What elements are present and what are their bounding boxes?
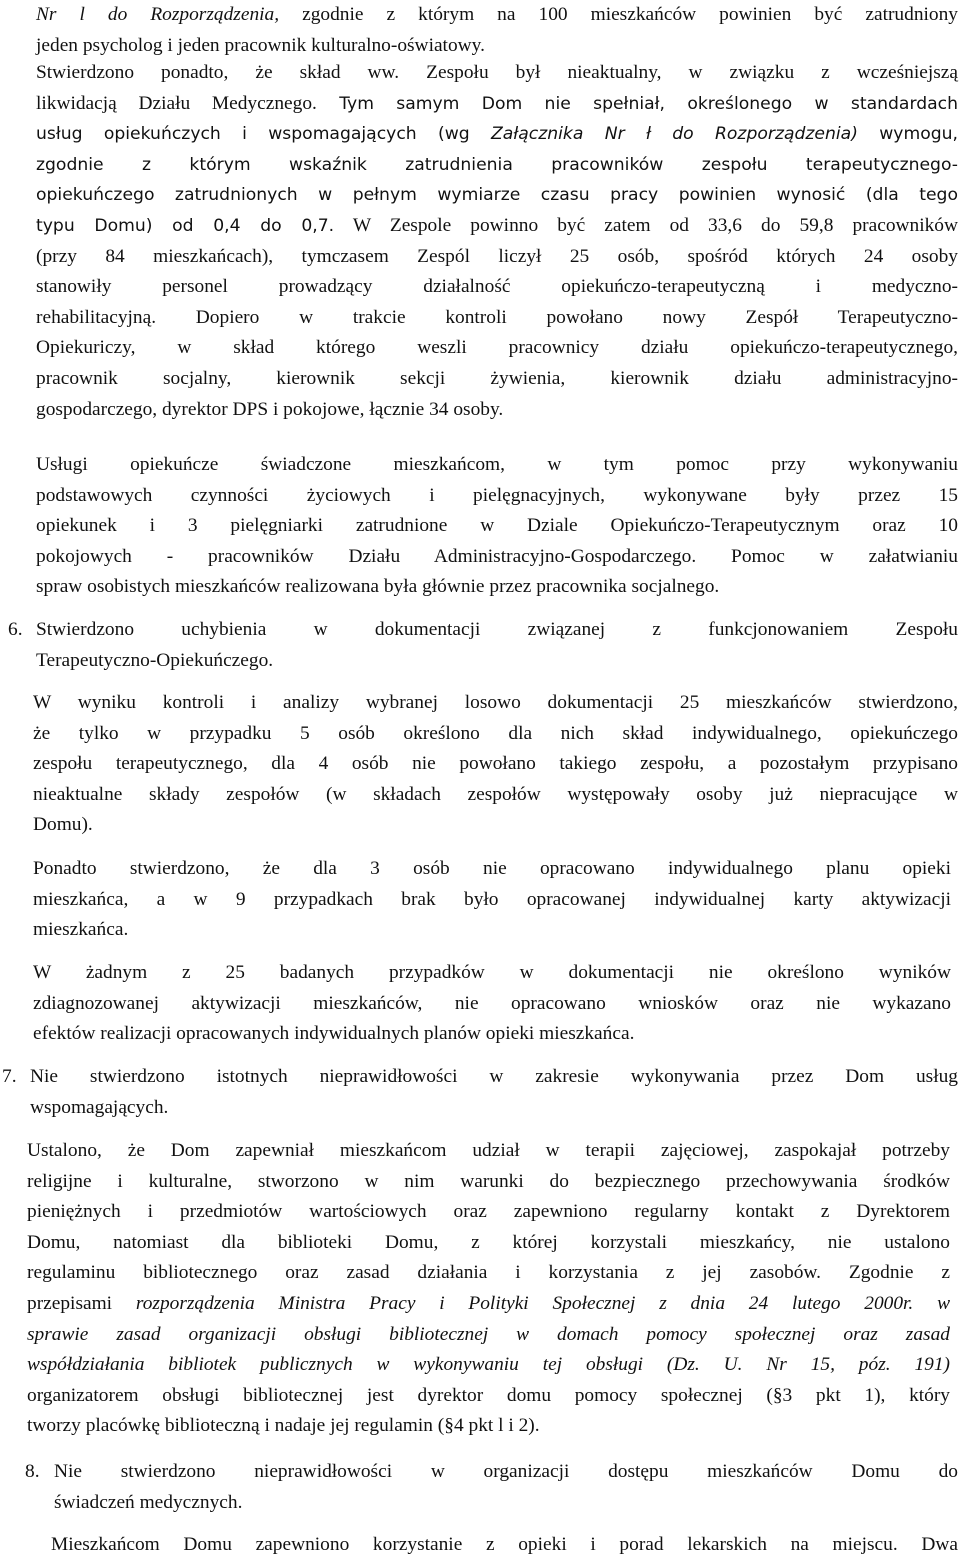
paragraph-care-plans bbox=[33, 854, 951, 946]
text-line-part: przepisami bbox=[27, 1292, 136, 1314]
text-line-part: zgodnie z którym na 100 mieszkańców powinien być zatrudniony bbox=[279, 4, 958, 25]
paragraph-library bbox=[27, 1136, 950, 1442]
text-line: podstawowych czynności życiowych i pielęgnacyjnych, wykonywane były przez 15 bbox=[36, 484, 958, 506]
text-line: świadczeń medycznych. bbox=[54, 1491, 243, 1513]
text-line: Ponadto stwierdzono, że dla 3 osób nie opracowano indywidualnego planu opieki bbox=[33, 858, 951, 879]
paragraph-activation-results bbox=[33, 958, 951, 1050]
text-line: efektów realizacji opracowanych indywidualnych planów opieki mieszkańca. bbox=[33, 1023, 635, 1045]
text-line-part: wymogu, bbox=[857, 124, 958, 145]
text-line: zespołu terapeutycznego, dla 4 osób nie powołano takiego zespołu, a pozostałym przypisano bbox=[33, 753, 958, 775]
text-line: nieaktualne składy zespołów (w składach zespołów występowały osoby już niepracujące w bbox=[33, 783, 958, 805]
text-line-italic: Załącznika Nr ł do Rozporządzenia) bbox=[491, 124, 858, 145]
text-line: mieszkańca, a w 9 przypadkach brak było opracowanej indywidualnej karty aktywizacji bbox=[33, 888, 951, 910]
text-line: opiekunek i 3 pielęgniarki zatrudnione w Dziale Opiekuńczo-Terapeutycznym oraz 10 bbox=[36, 515, 958, 537]
text-line: zdiagnozowanej aktywizacji mieszkańców, nie opracowano wniosków oraz nie wykazano bbox=[33, 992, 951, 1014]
text-line: Mieszkańcom Domu zapewniono korzystanie z opieki i porad lekarskich na miejscu. Dwa bbox=[51, 1534, 958, 1555]
text-line: organizatorem obsługi bibliotecznej jest dyrektor domu pomocy społecznej (§3 pkt 1), który bbox=[27, 1384, 950, 1406]
text-line: regulaminu bibliotecznego oraz zasad działania i korzystania z jej zasobów. Zgodnie z bbox=[27, 1262, 950, 1284]
paragraph-care-services bbox=[36, 450, 958, 603]
text-line-part: usług opiekuńczych i wspomagających (wg bbox=[36, 124, 491, 145]
text-line: gospodarczego, dyrektor DPS i pokojowe, łącznie 34 osoby. bbox=[36, 398, 504, 420]
text-line-part-sans: typu Domu) od 0,4 do 0,7. bbox=[36, 215, 335, 236]
text-line: że tylko w przypadku 5 osób określono dla nich skład indywidualnego, opiekuńczego bbox=[33, 722, 958, 744]
list-item-number: 6. bbox=[8, 619, 23, 640]
list-item-7-heading bbox=[30, 1062, 958, 1123]
text-line: mieszkańca. bbox=[33, 919, 129, 941]
text-line bbox=[36, 211, 958, 242]
text-line: Terapeutyczno-Opiekuńczego. bbox=[36, 649, 274, 671]
text-line bbox=[36, 89, 958, 120]
text-line: W wyniku kontroli i analizy wybranej losowo dokumentacji 25 mieszkańców stwierdzono, bbox=[33, 692, 958, 713]
text-line: zgodnie z którym wskaźnik zatrudnienia pracowników zespołu terapeutycznego- bbox=[36, 154, 958, 175]
text-line: religijne i kulturalne, stworzono w nim warunki do bezpiecznego przechowywania środków bbox=[27, 1170, 950, 1192]
paragraph-documentation-findings bbox=[33, 688, 958, 841]
text-line bbox=[36, 0, 958, 31]
text-line: opiekuńczego zatrudnionych w pełnym wymiarze czasu pracy powinien wynosić (dla tego bbox=[36, 185, 958, 206]
text-line: Usługi opiekuńcze świadczone mieszkańcom, w tym pomoc przy wykonywaniu bbox=[36, 454, 958, 475]
text-line-part: likwidacją Działu Medycznego. bbox=[36, 92, 317, 114]
text-line: pokojowych - pracowników Działu Administracyjno-Gospodarczego. Pomoc w załatwianiu bbox=[36, 545, 958, 567]
text-line-part: W Zespole powinno być zatem od 33,6 do 59,8 pracowników bbox=[334, 214, 958, 236]
text-line: Stwierdzono uchybienia w dokumentacji związanej z funkcjonowaniem Zespołu bbox=[36, 619, 958, 640]
text-line: W żadnym z 25 badanych przypadków w dokumentacji nie określono wyników bbox=[33, 962, 951, 983]
text-line: (przy 84 mieszkańcach), tymczasem Zespól liczył 25 osób, spośród których 24 osoby bbox=[36, 245, 958, 267]
paragraph-team-composition bbox=[36, 58, 958, 425]
text-line: spraw osobistych mieszkańców realizowana była głównie przez pracownika socjalnego. bbox=[36, 576, 720, 598]
text-line: rehabilitacyjną. Dopiero w trakcie kontroli powołano nowy Zespół Terapeutyczno- bbox=[36, 306, 958, 328]
text-line: stanowiły personel prowadzący działalność opiekuńczo-terapeutyczną i medyczno- bbox=[36, 276, 958, 298]
text-line: Domu). bbox=[33, 814, 93, 836]
text-line-part-sans: Tym samym Dom nie spełniał, określonego w standardach bbox=[316, 93, 959, 114]
text-line-italic: rozporządzenia Ministra Pracy i Polityki Społecznej z dnia 24 lutego 2000r. w bbox=[135, 1292, 950, 1314]
list-item-6-heading bbox=[36, 615, 958, 676]
text-line: Opiekuriczy, w skład którego weszli pracownicy działu opiekuńczo-terapeutycznego, bbox=[36, 337, 958, 359]
text-line: jeden psycholog i jeden pracownik kulturalno-oświatowy. bbox=[36, 34, 485, 56]
text-line: Ustalono, że Dom zapewniał mieszkańcom udział w terapii zajęciowej, zaspokajał potrzeby bbox=[27, 1140, 950, 1161]
text-line-italic: sprawie zasad organizacji obsługi bibliotecznej w domach pomocy społecznej oraz zasad bbox=[27, 1323, 950, 1345]
text-line: Nie stwierdzono nieprawidłowości w organizacji dostępu mieszkańców Domu do bbox=[54, 1461, 958, 1482]
text-line: Nie stwierdzono istotnych nieprawidłowości w zakresie wykonywania przez Dom usług bbox=[30, 1066, 958, 1087]
paragraph-medical-care bbox=[51, 1530, 958, 1561]
list-item-8-heading bbox=[54, 1457, 958, 1518]
list-item-number: 8. bbox=[25, 1461, 40, 1482]
list-item-number: 7. bbox=[2, 1066, 17, 1087]
text-line bbox=[36, 119, 958, 150]
text-line: wspomagających. bbox=[30, 1096, 169, 1118]
text-line: tworzy placówkę biblioteczną i nadaje jej regulamin (§4 pkt l i 2). bbox=[27, 1415, 540, 1437]
text-line: Stwierdzono ponadto, że skład ww. Zespołu był nieaktualny, w związku z wcześniejszą bbox=[36, 62, 958, 83]
text-line-italic: Nr l do Rozporządzenia, bbox=[36, 4, 280, 25]
text-line: Domu, natomiast dla biblioteki Domu, z której korzystali mieszkańcy, nie ustalono bbox=[27, 1231, 950, 1253]
text-line: pracownik socjalny, kierownik sekcji żywienia, kierownik działu administracyjno- bbox=[36, 367, 958, 389]
text-line bbox=[27, 1289, 950, 1320]
text-line-italic: współdziałania bibliotek publicznych w wykonywaniu tej obsługi (Dz. U. Nr 15, póz. 191) bbox=[27, 1354, 950, 1376]
text-line: pieniężnych i przedmiotów wartościowych oraz zapewniono regularny kontakt z Dyrektorem bbox=[27, 1201, 950, 1223]
paragraph-continuation bbox=[36, 0, 958, 61]
